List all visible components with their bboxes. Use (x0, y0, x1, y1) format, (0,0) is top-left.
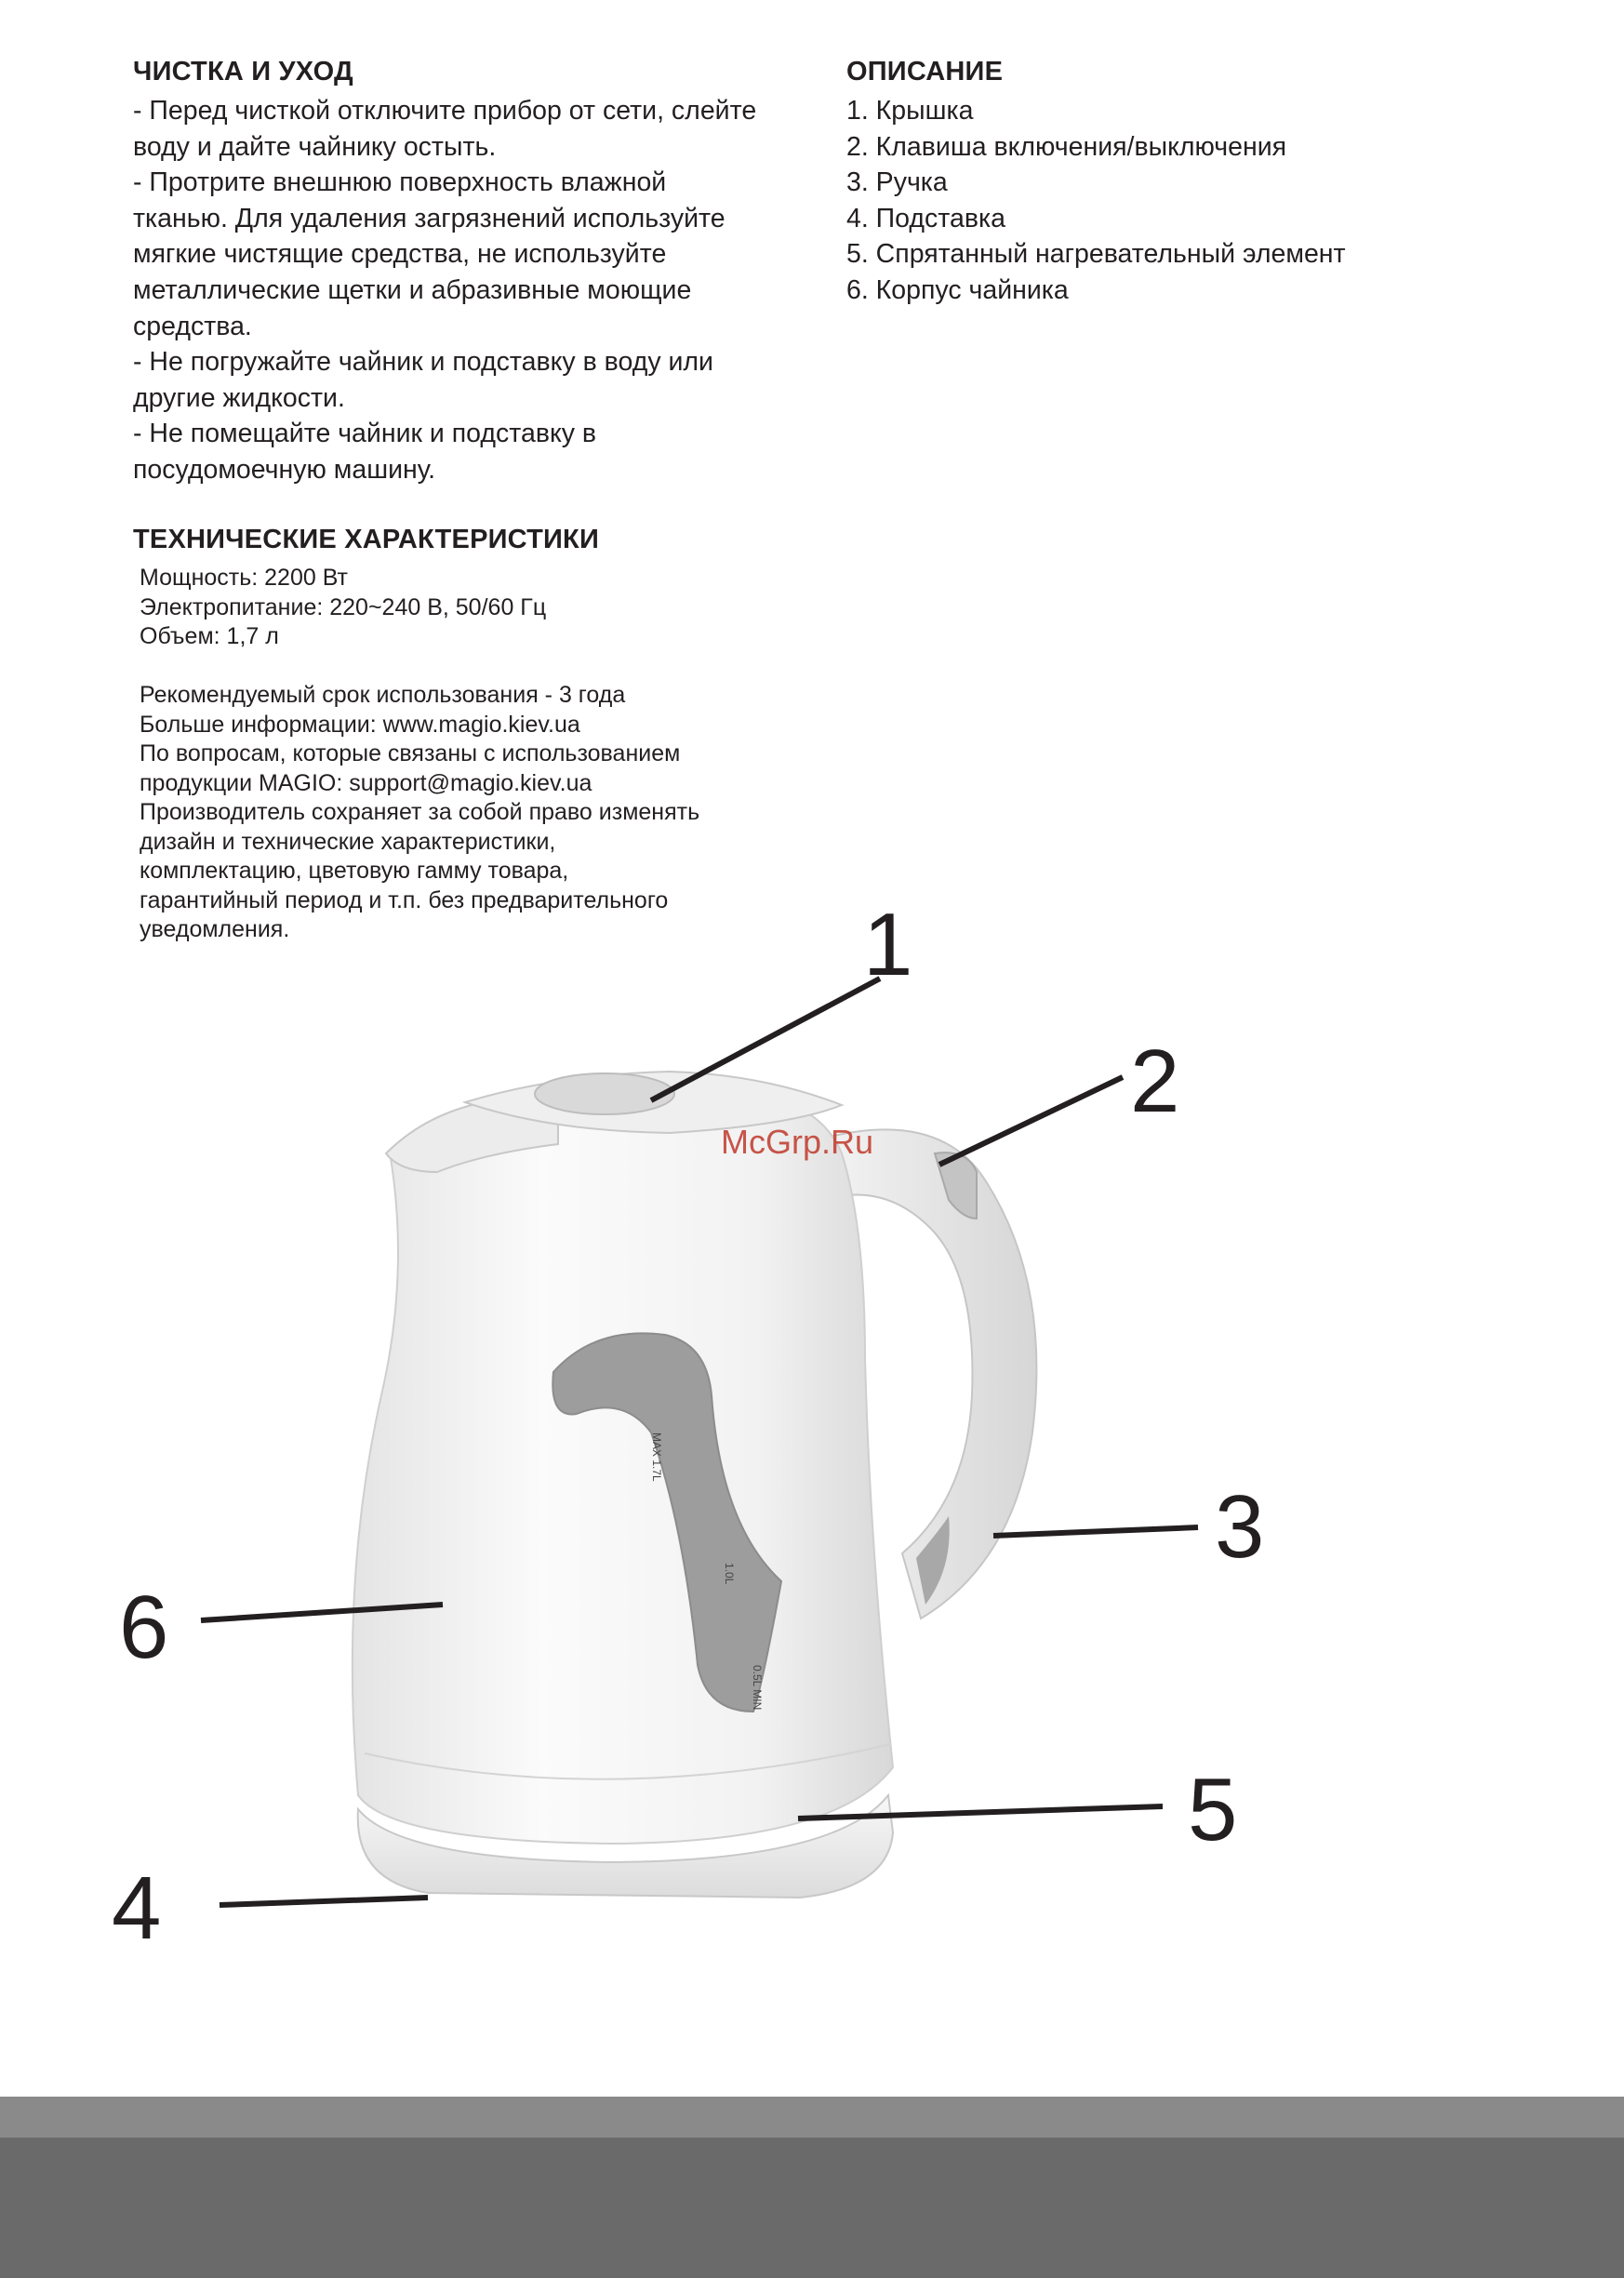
callout-2: 2 (1130, 1032, 1180, 1131)
description-heading: ОПИСАНИЕ (846, 57, 1004, 87)
care-line: - Не помещайте чайник и подставку в (133, 419, 597, 449)
watermark: McGrp.Ru (721, 1123, 874, 1161)
care-line: воду и дайте чайнику остыть. (133, 131, 497, 162)
kettle-illustration (0, 874, 1624, 1963)
leader-line-3 (993, 1527, 1198, 1536)
care-heading: ЧИСТКА И УХОД (133, 57, 353, 87)
gauge-label: 0.5L MIN (751, 1665, 764, 1711)
leader-line-5 (798, 1806, 1163, 1818)
spec-line: Объем: 1,7 л (140, 623, 279, 649)
care-line: средства. (133, 311, 252, 341)
spec-line: Мощность: 2200 Вт (140, 565, 349, 591)
care-line: другие жидкости. (133, 382, 345, 413)
specs-list (140, 564, 546, 652)
gauge-label: 1.0L (723, 1563, 736, 1585)
care-line: тканью. Для удаления загрязнений используйте (133, 203, 725, 233)
description-item: 2. Клавиша включения/выключения (846, 131, 1287, 162)
care-line: металлические щетки и абразивные моющие (133, 274, 692, 305)
info-line: продукции MAGIO: support@magio.kiev.ua (140, 769, 592, 796)
specs-heading: ТЕХНИЧЕСКИЕ ХАРАКТЕРИСТИКИ (133, 525, 600, 554)
callout-1: 1 (863, 895, 913, 994)
care-section (133, 54, 803, 488)
spec-line: Электропитание: 220~240 В, 50/60 Гц (140, 593, 547, 620)
kettle-body (353, 1093, 893, 1844)
care-line: мягкие чистящие средства, не используйте (133, 239, 667, 270)
care-line: - Перед чисткой отключите прибор от сети, слейте (133, 96, 757, 126)
leader-line-4 (220, 1898, 428, 1905)
description-section (846, 54, 1553, 309)
care-line: - Протрите внешнюю поверхность влажной (133, 167, 667, 198)
info-line: По вопросам, которые связаны с использованием (140, 740, 681, 766)
info-line: дизайн и технические характеристики, (140, 828, 556, 855)
callout-3: 3 (1215, 1477, 1265, 1577)
care-line: посудомоечную машину. (133, 454, 436, 485)
info-line: Больше информации: www.magio.kiev.ua (140, 711, 580, 738)
callout-4: 4 (112, 1858, 162, 1958)
info-line: гарантийный период и т.п. без предварительного (140, 886, 669, 913)
description-item: 3. Ручка (846, 167, 948, 198)
leader-line-2 (939, 1077, 1123, 1165)
gauge-label: MAX 1.7L (650, 1432, 663, 1482)
callout-5: 5 (1188, 1760, 1238, 1859)
callout-6: 6 (119, 1578, 169, 1677)
description-item: 5. Спрятанный нагревательный элемент (846, 239, 1346, 270)
description-item: 6. Корпус чайника (846, 274, 1069, 305)
care-line: - Не погружайте чайник и подставку в воду или (133, 347, 713, 378)
lid-button (535, 1073, 674, 1114)
description-item: 1. Крышка (846, 96, 974, 126)
info-line: уведомления. (140, 916, 290, 942)
info-line: комплектацию, цветовую гамму товара, (140, 858, 569, 884)
footer-band-dark (0, 2138, 1624, 2278)
footer-band-light (0, 2097, 1624, 2138)
description-item: 4. Подставка (846, 203, 1005, 233)
info-line: Рекомендуемый срок использования - 3 года (140, 682, 626, 708)
info-line: Производитель сохраняет за собой право изменять (140, 799, 700, 825)
